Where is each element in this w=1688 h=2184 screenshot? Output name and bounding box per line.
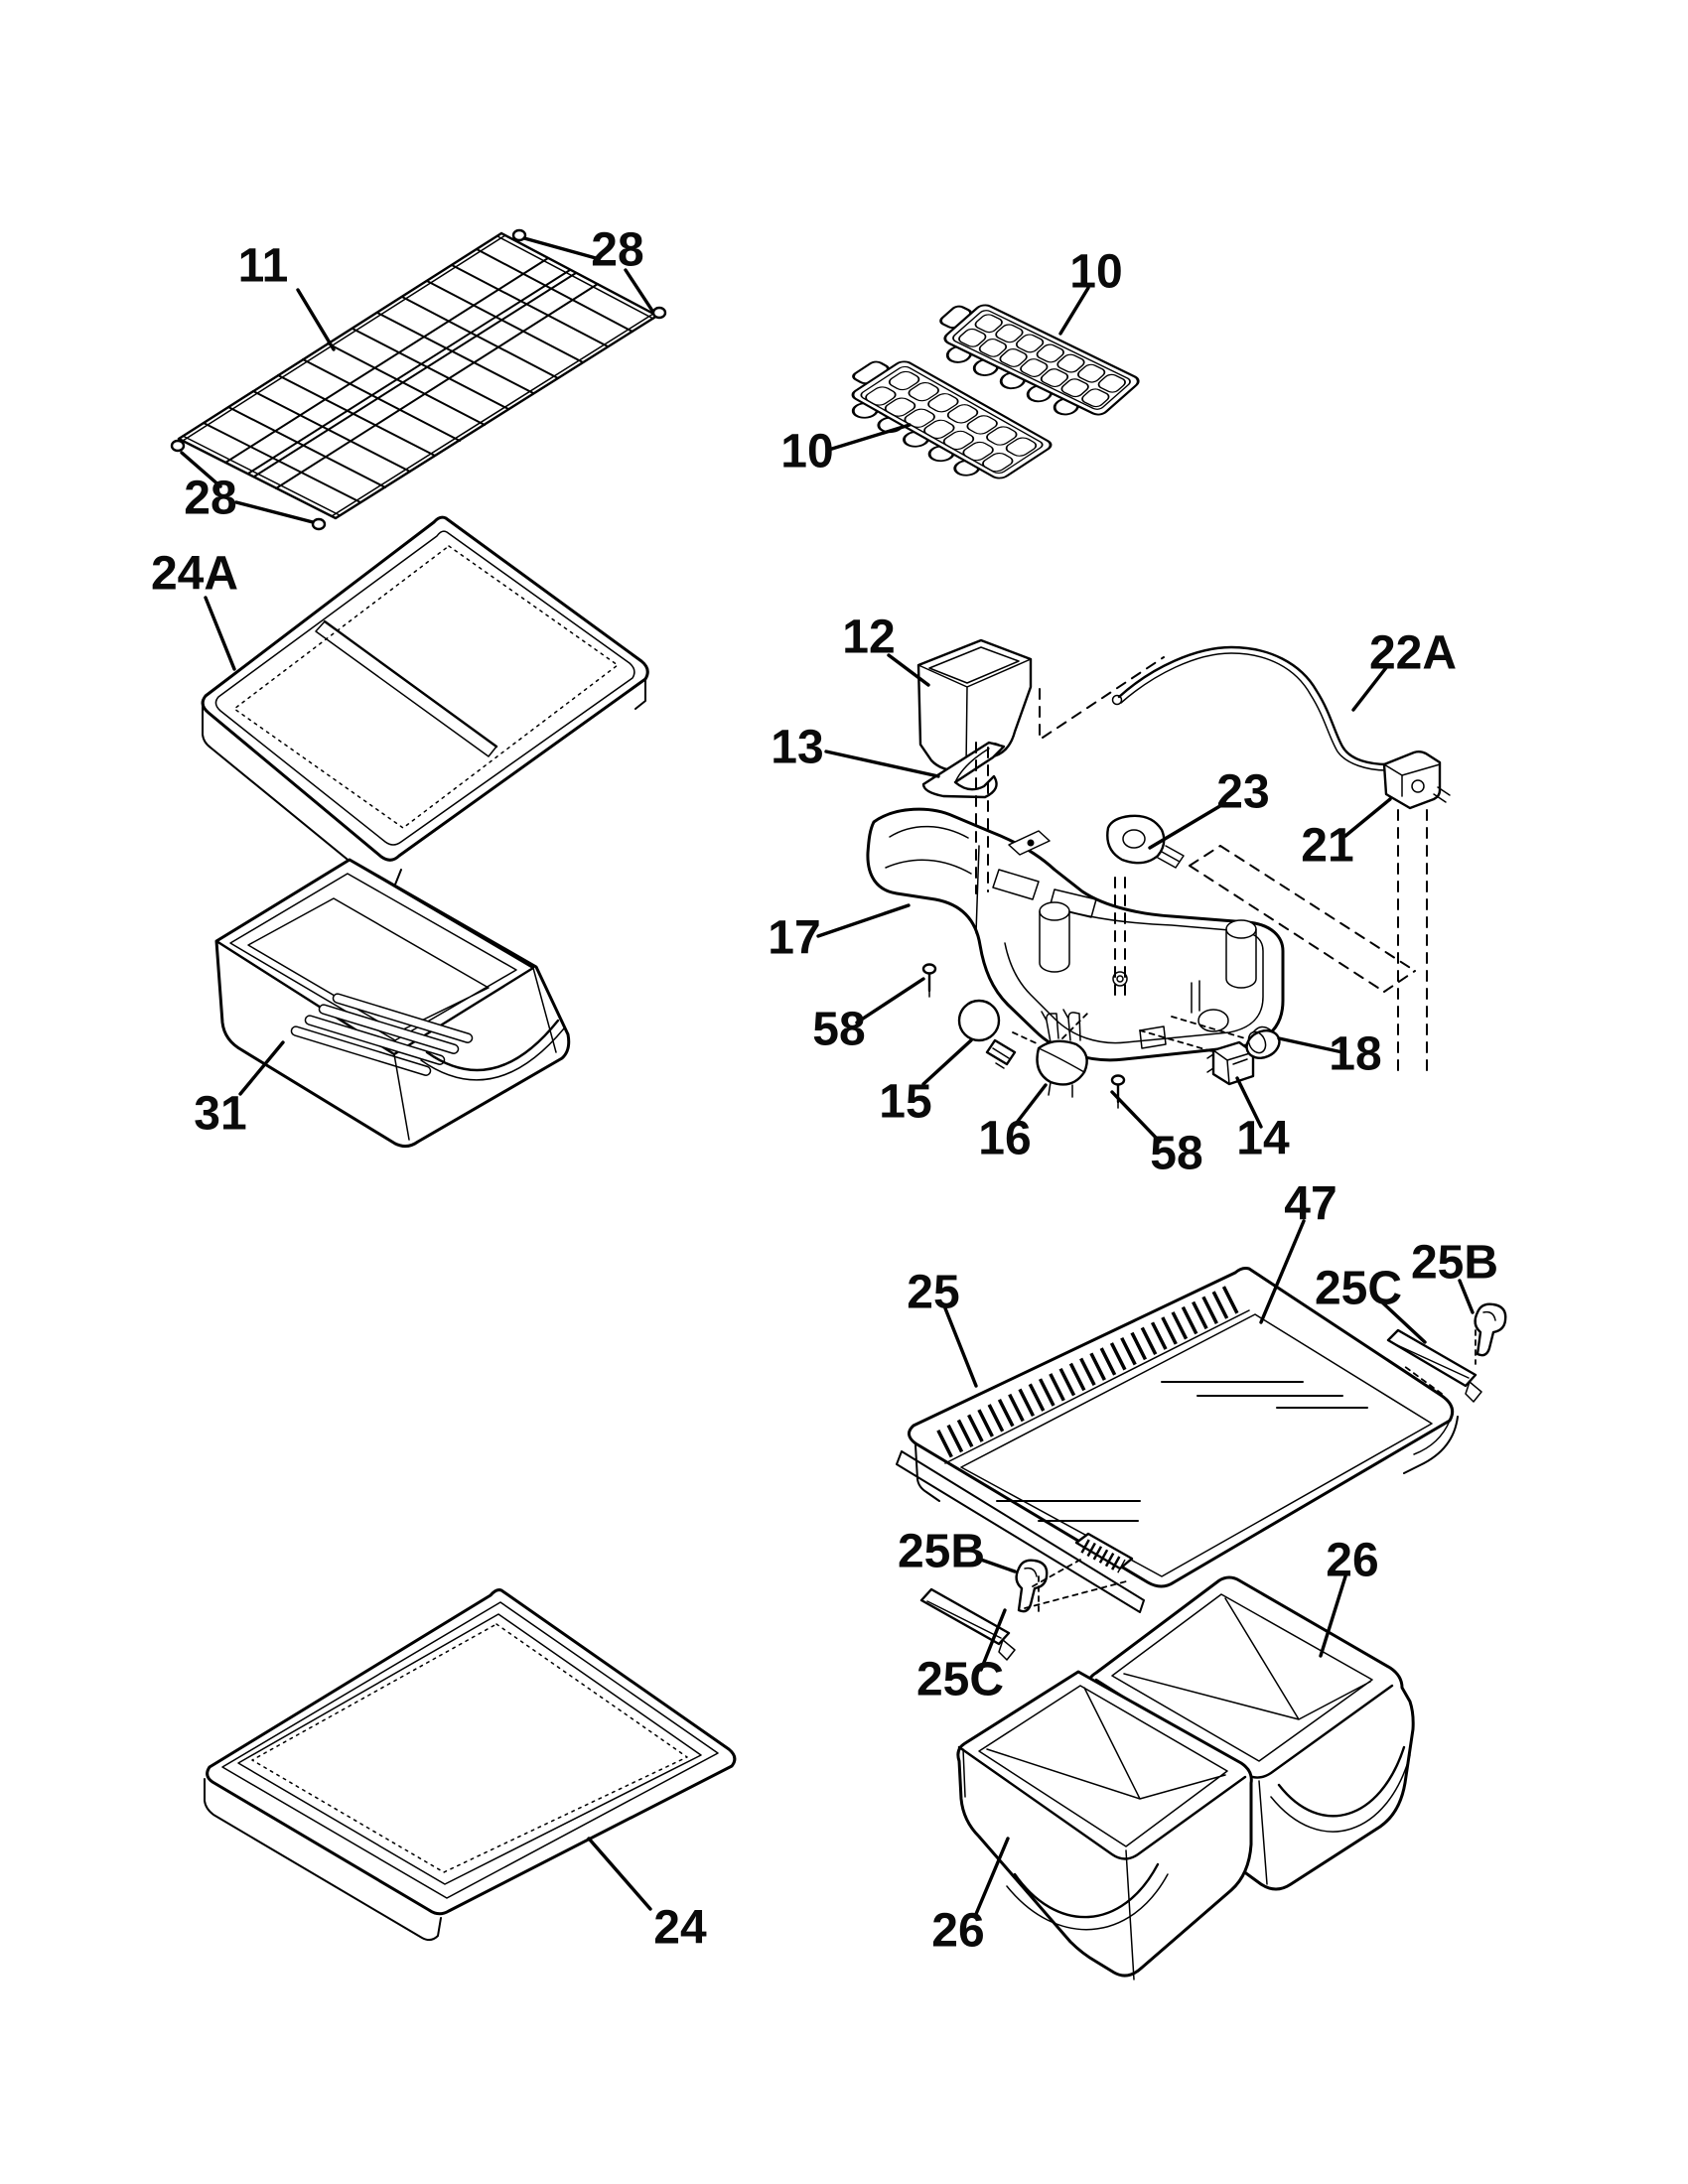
part-label-21: 21: [1301, 819, 1354, 873]
part-label-25b-bottom: 25B: [897, 1525, 986, 1578]
part-label-25: 25: [907, 1266, 960, 1319]
leader-17: [818, 905, 909, 936]
part-label-12: 12: [842, 611, 896, 664]
part-label-58-right: 58: [1150, 1127, 1203, 1180]
leader-25: [945, 1308, 976, 1386]
part-label-24a: 24A: [150, 547, 239, 601]
part-label-22a: 22A: [1368, 626, 1458, 680]
leader-11: [298, 290, 334, 349]
part-label-28-bottom: 28: [184, 472, 237, 525]
part-22a-capillary-tube-drawing: [1113, 647, 1389, 770]
part-23-thermostat-drawing: [1107, 816, 1184, 868]
part-58-screw-left-drawing: [923, 965, 935, 998]
part-label-24: 24: [653, 1901, 707, 1955]
part-label-25c-bottom: 25C: [915, 1653, 1005, 1706]
leader-24a: [206, 598, 234, 669]
leader-23: [1150, 804, 1223, 848]
shelf-end-cap-icon: [172, 441, 184, 451]
part-label-31: 31: [194, 1087, 247, 1141]
part-label-28-top: 28: [591, 223, 644, 277]
part-label-16: 16: [978, 1112, 1032, 1165]
part-label-23: 23: [1216, 765, 1270, 819]
part-label-13: 13: [771, 721, 824, 774]
part-15-light-bulb-drawing: [959, 1001, 1015, 1068]
part-label-15: 15: [879, 1075, 932, 1129]
part-label-10-bottom: 10: [780, 425, 834, 478]
part-label-10-top: 10: [1069, 245, 1123, 299]
part-label-58-left: 58: [812, 1003, 866, 1056]
part-label-26-bottom: 26: [931, 1904, 985, 1958]
part-24-glass-shelf-drawing: [205, 1590, 735, 1941]
part-label-26-top: 26: [1326, 1534, 1379, 1587]
leader-24: [589, 1839, 650, 1909]
shelf-end-cap-icon: [313, 519, 325, 529]
part-label-11: 11: [237, 239, 289, 293]
part-24a-glass-shelf-drawing: [203, 517, 647, 888]
part-25b-clip-bottom-drawing: [1017, 1561, 1048, 1611]
part-label-25c-top: 25C: [1314, 1262, 1403, 1315]
part-label-17: 17: [768, 911, 821, 965]
part-21-cold-control-drawing: [1384, 751, 1450, 808]
part-label-18: 18: [1329, 1027, 1382, 1081]
part-25b-clip-top-drawing: [1476, 1304, 1506, 1355]
part-label-25b-top: 25B: [1410, 1236, 1499, 1290]
part-31-drawer-drawing: [216, 860, 569, 1147]
part-label-14: 14: [1236, 1112, 1290, 1165]
part-label-47: 47: [1284, 1177, 1337, 1231]
leader-58-left: [857, 979, 923, 1023]
leader-13: [826, 751, 938, 776]
shelf-end-cap-icon: [653, 308, 665, 318]
leader-10-bottom: [832, 425, 910, 449]
